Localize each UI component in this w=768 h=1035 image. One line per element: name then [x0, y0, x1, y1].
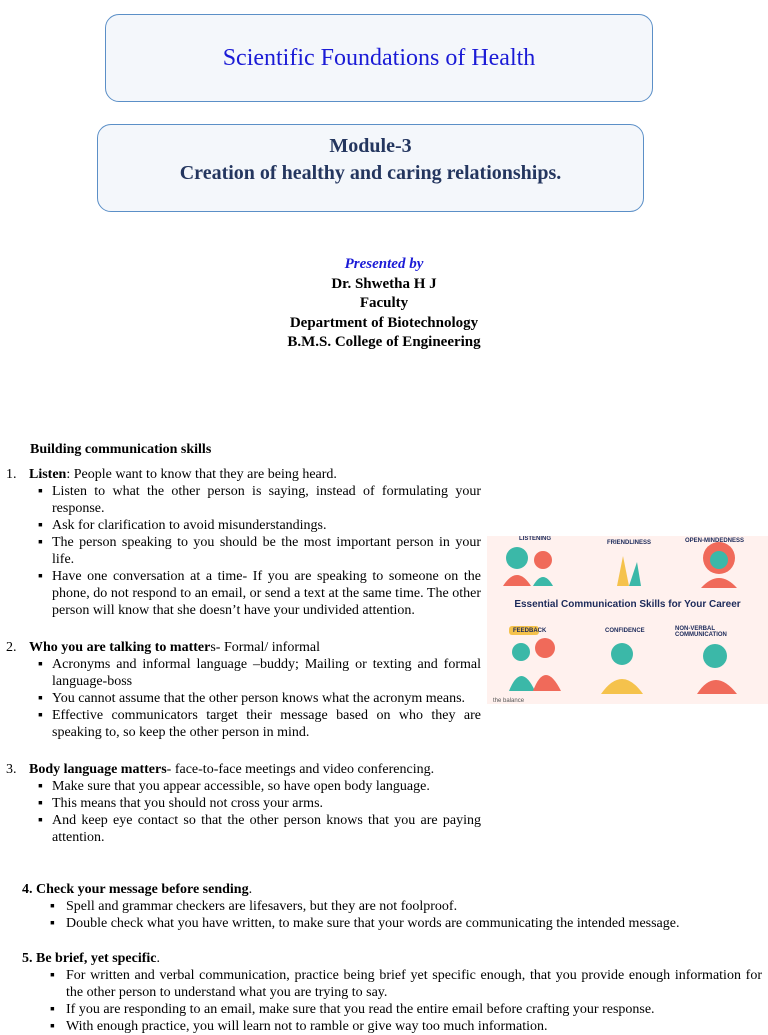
presenter-department: Department of Biotechnology: [289, 314, 479, 331]
bullet-item: ▪ Acronyms and informal language –buddy; Mailing or texting and formal language-boss: [36, 656, 481, 690]
listening-figure: [503, 547, 553, 586]
point-heading: [6, 761, 481, 778]
point-number: 5.: [22, 951, 33, 966]
tag-feedback: FEEDBACK: [513, 628, 547, 634]
point-heading-rest: s- Formal/ informal: [210, 640, 320, 655]
bullet-list: [6, 778, 481, 846]
illustration-caption: Essential Communication Skills for Your Career: [514, 599, 741, 610]
presenter-name: Dr. Shwetha H J: [331, 275, 437, 292]
tag-confidence: CONFIDENCE: [605, 628, 645, 634]
bullet-item: ▪ Listen to what the other person is saying, instead of formulating your response.: [36, 483, 481, 517]
friendliness-figure: [617, 556, 641, 586]
bullet-item: ▪ If you are responding to an email, make sure that you read the entire email before crafting your response.: [22, 1001, 762, 1018]
open-mindedness-figure: [701, 542, 737, 588]
bullet-item: ▪ You cannot assume that the other person knows what the acronym means.: [36, 690, 481, 707]
tag-open-mindedness: OPEN-MINDEDNESS: [685, 538, 745, 544]
point-heading-rest: - face-to-face meetings and video conferencing.: [166, 762, 435, 777]
point-heading-rest: : People want to know that they are being heard.: [66, 467, 337, 482]
point-number: 3.: [6, 762, 17, 777]
point-heading-bold: Body language matters: [29, 762, 167, 777]
module-box: [97, 124, 644, 212]
point-number: 4.: [22, 882, 33, 897]
section-heading: Building communication skills: [30, 442, 212, 457]
point-body-language: [6, 761, 481, 846]
bullet-item: ▪ For written and verbal communication, practice being brief yet specific enough, that you provide enough information for the other person to understand what you are trying to say.: [22, 967, 762, 1001]
bullet-item: ▪ The person speaking to you should be the most important person in your life.: [36, 534, 481, 568]
bullet-item: ▪ And keep eye contact so that the other person knows that you are paying attention.: [36, 812, 481, 846]
point-heading: [6, 639, 481, 656]
bullet-list: [22, 967, 762, 1035]
point-brief: [22, 950, 762, 1035]
communication-skills-illustration: [487, 536, 768, 704]
point-heading-bold: Check your message before sending: [36, 882, 249, 897]
bullet-item: ▪ With enough practice, you will learn not to ramble or give way too much information.: [22, 1018, 762, 1035]
bullet-item: ▪ This means that you should not cross your arms.: [36, 795, 481, 812]
bullet-item: ▪ Ask for clarification to avoid misunderstandings.: [36, 517, 481, 534]
point-number: 2.: [6, 640, 17, 655]
point-heading: [22, 881, 762, 898]
point-heading-bold: Who you are talking to matter: [29, 640, 211, 655]
tag-listening: LISTENING: [519, 536, 552, 542]
non-verbal-figure: [697, 644, 737, 694]
point-audience: [6, 639, 481, 741]
point-heading: [22, 950, 762, 967]
presenter-college: B.M.S. College of Engineering: [287, 334, 481, 350]
presenter-block: [0, 255, 768, 353]
bullet-list: [6, 483, 481, 619]
point-heading-bold: Listen: [29, 467, 67, 482]
bullet-list: [6, 656, 481, 741]
bullet-item: ▪ Double check what you have written, to make sure that your words are communicating the intended message.: [22, 915, 762, 932]
module-subtitle: Creation of healthy and caring relationships.: [179, 162, 562, 184]
bullet-item: ▪ Effective communicators target their message based on who they are speaking to, so keep the other person in mind.: [36, 707, 481, 741]
illustration-footer: the balance: [493, 698, 525, 704]
presenter-role: Faculty: [359, 295, 409, 311]
point-heading: [6, 466, 481, 483]
module-number: Module-3: [329, 135, 412, 157]
confidence-figure: [601, 643, 643, 694]
point-number: 1.: [6, 467, 17, 482]
bullet-item: ▪ Make sure that you appear accessible, so have open body language.: [36, 778, 481, 795]
point-listen: [6, 466, 481, 619]
document-title: Scientific Foundations of Health: [222, 45, 536, 71]
point-heading-bold: Be brief, yet specific: [36, 951, 157, 966]
presented-by-label: Presented by: [344, 256, 424, 272]
tag-friendliness: FRIENDLINESS: [607, 540, 652, 546]
point-heading-rest: .: [248, 882, 253, 897]
title-box: [105, 14, 653, 102]
point-check-message: [22, 881, 762, 932]
bullet-list: [22, 898, 762, 932]
bullet-item: ▪ Have one conversation at a time- If you are speaking to someone on the phone, do not respond to an email, or send a text at the same time. The other person will know that she doesn’t have your undivided attention.: [36, 568, 481, 619]
point-heading-rest: .: [156, 951, 161, 966]
bullet-item: ▪ Spell and grammar checkers are lifesavers, but they are not foolproof.: [22, 898, 762, 915]
illustration-figures: [487, 536, 768, 704]
tag-non-verbal: NON-VERBAL COMMUNICATION: [675, 626, 727, 638]
feedback-figure: [509, 626, 561, 691]
